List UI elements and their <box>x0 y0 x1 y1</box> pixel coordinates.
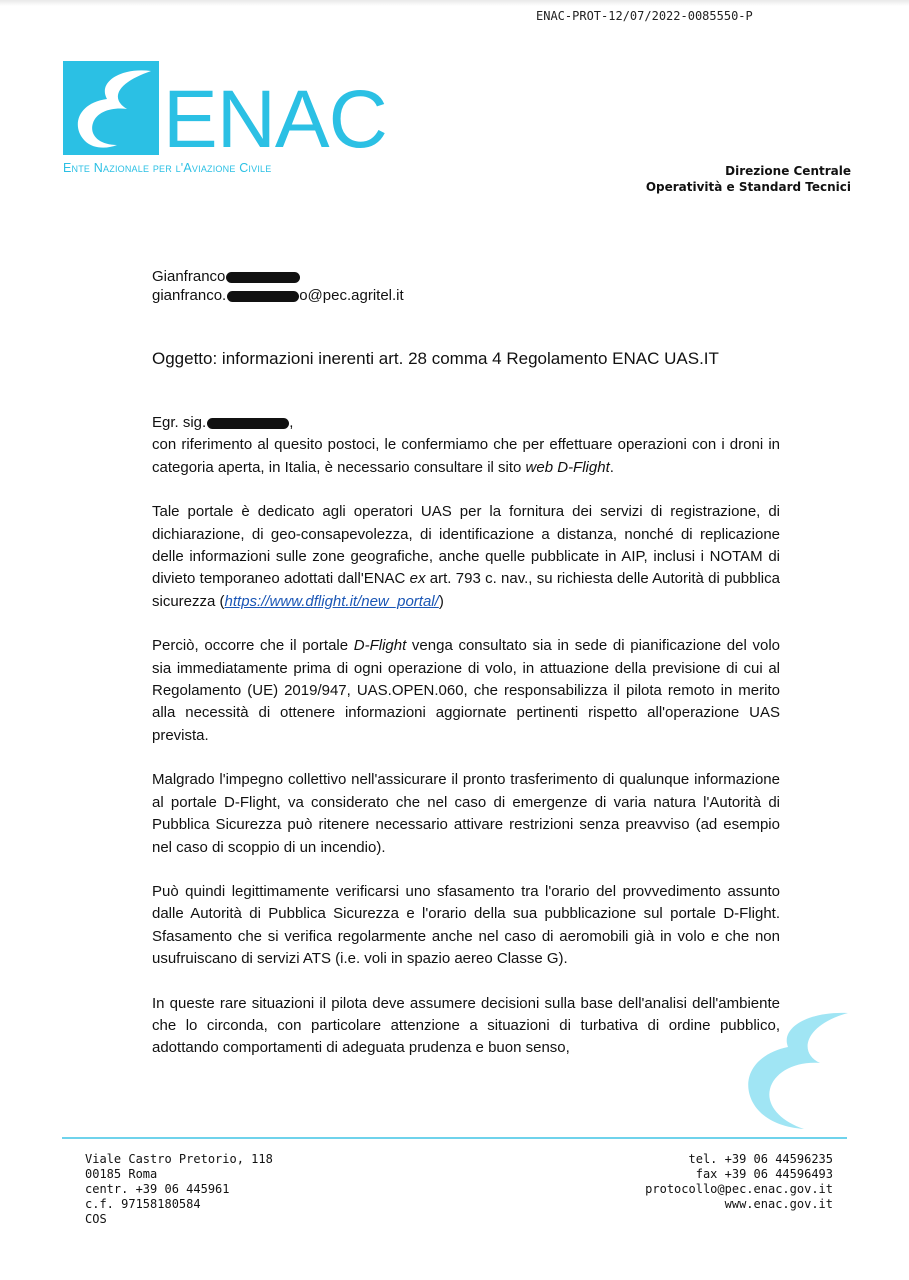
department-block <box>646 163 851 195</box>
paragraph-1: con riferimento al quesito postoci, le confermiamo che per effettuare operazioni con i droni in categoria aperta, in Italia, è necessario consultare il sito web D-Flight. <box>152 436 780 476</box>
redaction-mark <box>226 272 300 283</box>
footer-divider <box>62 1137 847 1139</box>
footer-pec-email[interactable]: protocollo@pec.enac.gov.it <box>645 1182 833 1196</box>
greeting: Egr. sig. , <box>152 414 294 431</box>
redaction-mark <box>207 418 289 429</box>
addressee-email-suffix: o@pec.agritel.it <box>299 287 404 304</box>
enac-logo-subtitle: Ente Nazionale per l'Aviazione Civile <box>63 161 272 175</box>
footer-address-line-2: 00185 Roma <box>85 1167 158 1181</box>
enac-swirl-icon <box>63 61 159 155</box>
footer-address-block <box>85 1152 273 1227</box>
addressee-block <box>152 267 404 305</box>
footer-tax-code: c.f. 97158180584 <box>85 1197 201 1211</box>
footer-tel: tel. +39 06 44596235 <box>688 1152 833 1166</box>
letter-body <box>152 412 780 1082</box>
decorative-swoosh-icon <box>700 1005 850 1135</box>
addressee-name: Gianfranco <box>152 268 226 285</box>
enac-logo-mark <box>63 61 159 155</box>
subject-line: Oggetto: informazioni inerenti art. 28 comma 4 Regolamento ENAC UAS.IT <box>152 349 719 368</box>
paragraph-6: In queste rare situazioni il pilota deve assumere decisioni sulla base dell'analisi dell'ambiente che lo circonda, con particolare attenzione a situazioni di turbativa di ordine pubblico, adottando comportamenti di adeguata prudenza e buon senso, <box>152 994 780 1057</box>
footer-website[interactable]: www.enac.gov.it <box>724 1197 833 1211</box>
footer-address-line-1: Viale Castro Pretorio, 118 <box>85 1152 273 1166</box>
paragraph-2: Tale portale è dedicato agli operatori UAS per la fornitura dei servizi di registrazione, di dichiarazione, di geo-consapevolezza, di identificazione a distanza, nonché di replicazione delle informazioni sulle zone geografiche, anche quelle pubblicate in AIP, inclusi i NOTAM di divieto temporaneo adottati dall'ENAC ex art. 793 c. nav., su richiesta delle Autorità di pubblica sicurezza (https://www.dflight.it/new_portal/) <box>152 503 780 610</box>
paragraph-5: Può quindi legittimamente verificarsi uno sfasamento tra l'orario del provvedimento assunto dalle Autorità di Pubblica Sicurezza e l'orario della sua pubblicazione sul portale D-Flight. Sfasamento che si verifica regolarmente anche nel caso di aeromobili già in volo e che non usufruiscano di servizi ATS (i.e. voli in spazio aereo Classe G). <box>152 882 780 968</box>
footer-phone-center: centr. +39 06 445961 <box>85 1182 230 1196</box>
department-line-2: Operatività e Standard Tecnici <box>645 180 851 194</box>
paragraph-4: Malgrado l'impegno collettivo nell'assicurare il pronto trasferimento di qualunque informazione al portale D-Flight, va considerato che nel caso di emergenze di varia natura l'Autorità di Pubblica Sicurezza può ritenere necessario attivare restrizioni senza preavviso (ad esempio nel caso di scoppio di un incendio). <box>152 771 780 856</box>
footer-contact-block <box>645 1152 833 1212</box>
paragraph-3: Perciò, occorre che il portale D-Flight venga consultato sia in sede di pianificazione del volo sia immediatamente prima di ogni operazione di volo, in attuazione della previsione di cui al Regolamento (UE) 2019/947, UAS.OPEN.060, che responsabilizza il pilota remoto in merito alla necessità di ottenere informazioni aggiornate pertinenti rispetto all'operazione UAS prevista. <box>152 637 780 744</box>
department-line-1: Direzione Centrale <box>725 164 851 178</box>
footer-office-code: COS <box>85 1212 107 1226</box>
protocol-number: ENAC-PROT-12/07/2022-0085550-P <box>536 9 753 23</box>
enac-logo-text: ENAC <box>163 74 387 165</box>
dflight-portal-link[interactable]: https://www.dflight.it/new_portal/ <box>224 592 439 610</box>
footer-fax: fax +39 06 44596493 <box>695 1167 833 1181</box>
redaction-mark <box>227 291 299 302</box>
addressee-email-prefix: gianfranco. <box>152 287 227 304</box>
page-top-edge <box>0 0 909 6</box>
